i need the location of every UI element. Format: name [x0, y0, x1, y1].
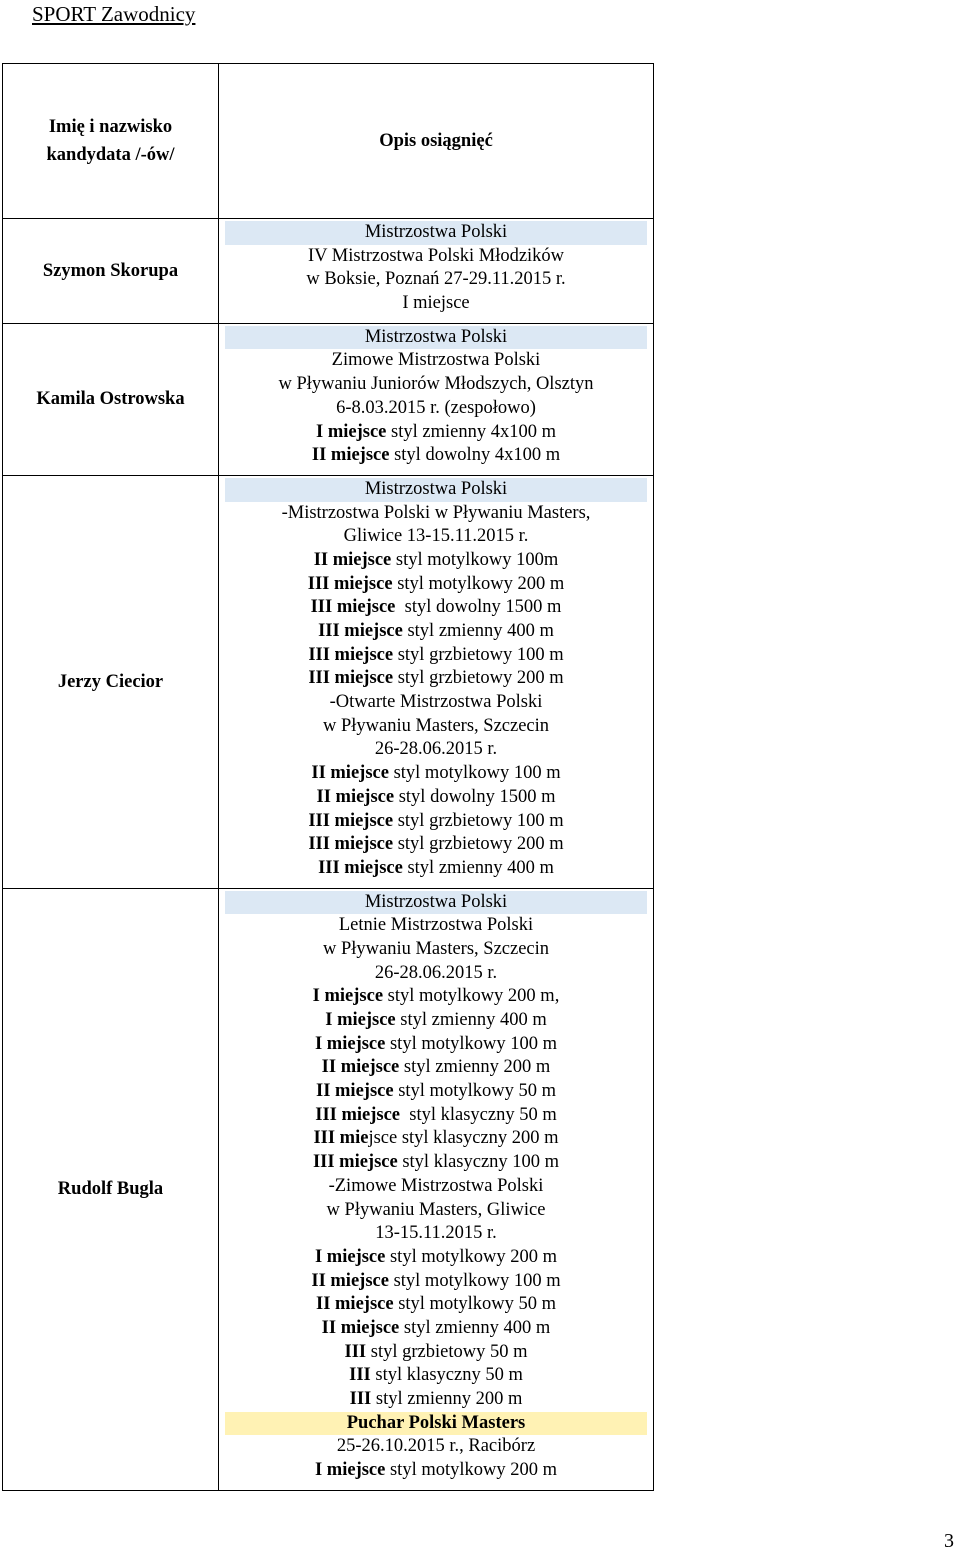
line-text: styl motylkowy 50 m — [393, 1081, 556, 1102]
achievement-description-cell — [219, 475, 654, 888]
line-text: styl motylkowy 200 m — [385, 1460, 558, 1481]
table-row — [3, 888, 654, 1490]
line-text: styl zmienny 400 m — [402, 857, 554, 878]
achievement-line — [225, 1056, 647, 1080]
achievement-line — [225, 1199, 647, 1223]
achievement-line — [225, 1175, 647, 1199]
placement-text: III — [349, 1365, 371, 1386]
achievement-line — [225, 268, 647, 292]
achievement-line — [225, 762, 647, 786]
line-text: styl motylkowy 200 m — [385, 1246, 558, 1267]
table-row — [3, 219, 654, 324]
line-text: I miejsce — [402, 293, 470, 314]
athlete-name: Jerzy Ciecior — [57, 671, 164, 692]
placement-text: III miejsce — [308, 810, 394, 831]
achievement-line — [225, 620, 647, 644]
placement-text: I miejsce — [314, 1246, 386, 1267]
achievement-line — [225, 421, 647, 445]
placement-text: III — [349, 1389, 372, 1409]
competition-heading — [225, 478, 647, 502]
line-text: -Zimowe Mistrzostwa Polski — [328, 1175, 544, 1196]
line-text: Gliwice 13-15.11.2015 r. — [343, 526, 529, 547]
line-text: styl klasyczny 100 m — [397, 1152, 560, 1173]
achievement-line — [225, 1293, 647, 1317]
line-text: styl dowolny 1500 m — [394, 786, 556, 807]
line-text: Mistrzostwa Polski — [364, 222, 508, 242]
header-name-text: Imię i nazwisko kandydata /-ów/ — [46, 117, 175, 165]
competition-heading — [225, 221, 647, 245]
athlete-name: Szymon Skorupa — [42, 260, 179, 281]
placement-text: III mie — [313, 1128, 369, 1149]
placement-text: II miejsce — [316, 786, 395, 807]
line-text: styl zmienny 400 m — [395, 1010, 547, 1030]
achievement-description-cell — [219, 323, 654, 475]
placement-text: III miejsce — [308, 668, 394, 689]
achievement-line — [225, 644, 647, 668]
placement-text: III miejsce — [308, 834, 394, 855]
achievement-line — [225, 245, 647, 269]
line-text: styl grzbietowy 100 m — [393, 644, 564, 665]
line-text: 25-26.10.2015 r., Racibórz — [336, 1436, 536, 1457]
achievement-line — [225, 667, 647, 691]
line-text: w Pływaniu Masters, Szczecin — [322, 938, 550, 959]
header-description-text: Opis osiągnięć — [379, 131, 493, 151]
achievement-line — [225, 1009, 647, 1033]
line-text: 26-28.06.2015 r. — [374, 962, 498, 983]
achievement-line — [225, 444, 647, 468]
line-text: Letnie Mistrzostwa Polski — [338, 915, 534, 936]
achievement-line — [225, 1104, 647, 1128]
achievement-line — [225, 962, 647, 986]
achievement-line — [225, 397, 647, 421]
achievement-line — [225, 914, 647, 938]
placement-text: III miejsce — [318, 857, 403, 878]
line-text: styl grzbietowy 50 m — [366, 1341, 528, 1362]
athlete-name-cell — [3, 323, 219, 475]
header-description — [219, 64, 654, 219]
line-text: IV Mistrzostwa Polski Młodzików — [307, 245, 565, 266]
line-text: -Otwarte Mistrzostwa Polski — [329, 692, 543, 713]
placement-text: III miejsce — [318, 621, 403, 641]
achievement-line — [225, 1459, 647, 1483]
athlete-name: Rudolf Bugla — [57, 1179, 164, 1200]
placement-text: I miejsce — [312, 986, 384, 1007]
placement-text: II miejsce — [313, 549, 392, 570]
line-text: styl grzbietowy 100 m — [393, 810, 564, 831]
line-text: styl grzbietowy 200 m — [393, 834, 564, 855]
table-row — [3, 475, 654, 888]
line-text: styl zmienny 4x100 m — [386, 421, 556, 442]
achievement-line — [225, 691, 647, 715]
line-text: styl motylkowy 100 m — [388, 763, 561, 784]
competition-heading — [225, 1412, 647, 1436]
line-text: styl motylkowy 200 m, — [383, 986, 560, 1007]
line-text: styl zmienny 400 m — [402, 621, 554, 641]
placement-text: II miejsce — [311, 763, 389, 784]
line-text: jsce styl klasyczny 200 m — [368, 1128, 559, 1149]
placement-text: I miejsce — [325, 1010, 396, 1030]
line-text: 13-15.11.2015 r. — [375, 1223, 497, 1244]
achievement-line — [225, 1364, 647, 1388]
achievement-line — [225, 1341, 647, 1365]
placement-text: I miejsce — [314, 1033, 386, 1054]
line-text: styl grzbietowy 200 m — [393, 668, 564, 689]
line-text: w Boksie, Poznań 27-29.11.2015 r. — [306, 269, 566, 290]
line-text: styl dowolny 1500 m — [395, 597, 562, 618]
placement-text: I miejsce — [316, 421, 387, 442]
achievement-line — [225, 833, 647, 857]
line-text: w Pływaniu Masters, Gliwice — [326, 1199, 546, 1220]
achievement-line — [225, 786, 647, 810]
achievement-line — [225, 1246, 647, 1270]
achievement-line — [225, 738, 647, 762]
athlete-name-cell — [3, 888, 219, 1490]
line-text: 6-8.03.2015 r. (zespołowo) — [336, 397, 536, 418]
placement-text: II miejsce — [311, 445, 390, 466]
achievement-line — [225, 1435, 647, 1459]
placement-text: Puchar Polski Masters — [346, 1412, 526, 1433]
line-text: w Pływaniu Juniorów Młodszych, Olsztyn — [278, 374, 594, 395]
line-text: Mistrzostwa Polski — [364, 478, 508, 499]
achievements-table — [2, 63, 654, 1491]
achievement-line — [225, 715, 647, 739]
placement-text: III — [344, 1341, 367, 1362]
athlete-name: Kamila Ostrowska — [36, 389, 185, 410]
achievement-line — [225, 1033, 647, 1057]
line-text: Zimowe Mistrzostwa Polski — [331, 350, 541, 371]
line-text: styl klasyczny 50 m — [370, 1365, 523, 1386]
competition-heading — [225, 891, 647, 915]
line-text: w Pływaniu Masters, Szczecin — [322, 715, 550, 736]
line-text: styl zmienny 200 m — [399, 1057, 551, 1078]
placement-text: III miejsce — [310, 597, 396, 618]
competition-heading — [225, 326, 647, 350]
placement-text: II miejsce — [321, 1057, 400, 1078]
line-text: Mistrzostwa Polski — [364, 326, 508, 347]
line-text: styl motylkowy 200 m — [392, 573, 565, 594]
achievement-line — [225, 1127, 647, 1151]
athlete-name-cell — [3, 219, 219, 324]
achievement-description-cell — [219, 219, 654, 324]
line-text: styl dowolny 4x100 m — [389, 445, 561, 466]
table-row — [3, 323, 654, 475]
achievement-line — [225, 938, 647, 962]
placement-text: III miejsce — [308, 644, 394, 665]
placement-text: II miejsce — [316, 1294, 394, 1315]
line-text: 26-28.06.2015 r. — [374, 739, 498, 760]
line-text: styl motylkowy 100 m — [388, 1270, 561, 1291]
line-text: styl motylkowy 100m — [391, 549, 559, 570]
athlete-name-cell — [3, 475, 219, 888]
achievement-description-cell — [219, 888, 654, 1490]
placement-text: I miejsce — [314, 1460, 386, 1481]
achievement-line — [225, 1151, 647, 1175]
line-text: Mistrzostwa Polski — [364, 891, 508, 912]
achievement-line — [225, 1388, 647, 1412]
line-text: styl motylkowy 100 m — [385, 1033, 558, 1054]
line-text: -Mistrzostwa Polski w Pływaniu Masters, — [281, 502, 591, 523]
achievement-line — [225, 857, 647, 881]
achievement-line — [225, 573, 647, 597]
achievement-line — [225, 292, 647, 316]
placement-text: II miejsce — [321, 1317, 400, 1338]
achievement-line — [225, 525, 647, 549]
achievement-line — [225, 549, 647, 573]
page-number: 3 — [944, 1530, 954, 1552]
placement-text: II miejsce — [316, 1081, 394, 1102]
line-text: styl zmienny 400 m — [399, 1317, 551, 1338]
achievement-line — [225, 373, 647, 397]
placement-text: III miejsce — [307, 573, 393, 594]
achievement-line — [225, 502, 647, 526]
line-text: styl motylkowy 50 m — [393, 1294, 556, 1315]
placement-text: II miejsce — [311, 1270, 389, 1291]
achievement-line — [225, 1080, 647, 1104]
placement-text: III miejsce — [315, 1104, 401, 1125]
line-text: styl klasyczny 50 m — [400, 1104, 557, 1125]
header-name — [3, 64, 219, 219]
achievement-line — [225, 349, 647, 373]
achievement-line — [225, 1317, 647, 1341]
page-title: SPORT Zawodnicy — [32, 2, 196, 26]
achievement-line — [225, 596, 647, 620]
achievement-line — [225, 810, 647, 834]
line-text: styl zmienny 200 m — [371, 1389, 523, 1409]
achievement-line — [225, 1222, 647, 1246]
achievement-line — [225, 985, 647, 1009]
achievement-line — [225, 1270, 647, 1294]
placement-text: III miejsce — [312, 1152, 398, 1173]
header-row — [3, 64, 654, 219]
